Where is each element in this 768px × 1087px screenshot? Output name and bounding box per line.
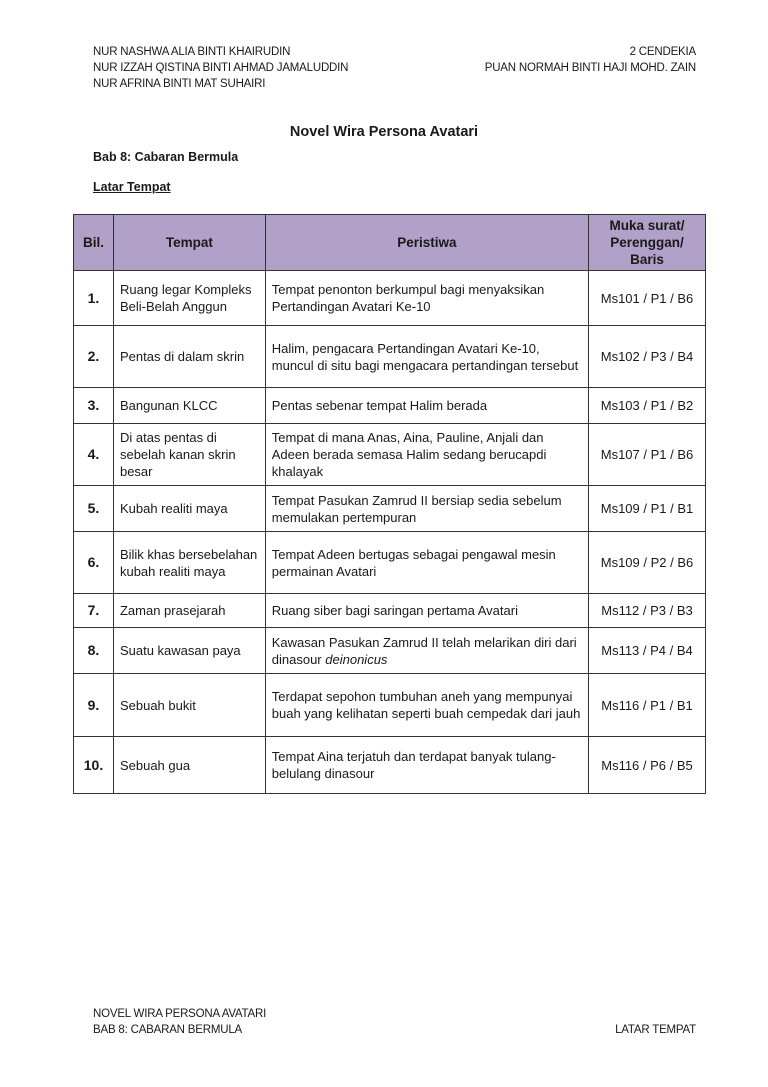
table-header-row [74, 215, 706, 271]
cell-peristiwa: Terdapat sepohon tumbuhan aneh yang mempunyai buah yang kelihatan seperti buah cempedak dari jauh [265, 674, 588, 737]
col-header-tempat: Tempat [113, 215, 265, 271]
cell-peristiwa: Tempat penonton berkumpul bagi menyaksikan Pertandingan Avatari Ke-10 [265, 271, 588, 326]
footer-left [93, 1006, 266, 1038]
header-class-teacher [485, 44, 696, 76]
cell-peristiwa: Tempat Aina terjatuh dan terdapat banyak tulang-belulang dinasour [265, 737, 588, 794]
cell-ref: Ms116 / P1 / B1 [589, 674, 706, 737]
cell-ref: Ms112 / P3 / B3 [589, 594, 706, 628]
student-name: NUR IZZAH QISTINA BINTI AHMAD JAMALUDDIN [93, 62, 349, 74]
cell-ref: Ms109 / P2 / B6 [589, 532, 706, 594]
class-name: 2 CENDEKIA [629, 46, 696, 58]
table-row [74, 486, 706, 532]
col-header-bil: Bil. [74, 215, 114, 271]
table-row [74, 628, 706, 674]
cell-tempat: Pentas di dalam skrin [113, 326, 265, 388]
cell-peristiwa: Halim, pengacara Pertandingan Avatari Ke-10, muncul di situ bagi mengacara pertandingan tersebut [265, 326, 588, 388]
table-row [74, 594, 706, 628]
cell-ref: Ms101 / P1 / B6 [589, 271, 706, 326]
cell-tempat: Bilik khas bersebelahan kubah realiti maya [113, 532, 265, 594]
student-name: NUR NASHWA ALIA BINTI KHAIRUDIN [93, 46, 291, 58]
table-row [74, 271, 706, 326]
cell-tempat: Zaman prasejarah [113, 594, 265, 628]
cell-ref: Ms116 / P6 / B5 [589, 737, 706, 794]
cell-no: 5. [74, 486, 114, 532]
cell-tempat: Di atas pentas di sebelah kanan skrin besar [113, 424, 265, 486]
cell-no: 9. [74, 674, 114, 737]
table-row [74, 674, 706, 737]
cell-tempat: Sebuah bukit [113, 674, 265, 737]
table-row [74, 388, 706, 424]
cell-no: 2. [74, 326, 114, 388]
student-name: NUR AFRINA BINTI MAT SUHAIRI [93, 78, 266, 90]
cell-ref: Ms103 / P1 / B2 [589, 388, 706, 424]
col-header-peristiwa: Peristiwa [265, 215, 588, 271]
chapter-heading: Bab 8: Cabaran Bermula [93, 150, 239, 164]
species-name: deinonicus [325, 651, 388, 667]
cell-ref: Ms107 / P1 / B6 [589, 424, 706, 486]
cell-no: 7. [74, 594, 114, 628]
cell-peristiwa: Tempat di mana Anas, Aina, Pauline, Anjali dan Adeen berada semasa Halim sedang berucapdi khalayak [265, 424, 588, 486]
footer-novel: NOVEL WIRA PERSONA AVATARI [93, 1008, 267, 1020]
table-row [74, 532, 706, 594]
cell-peristiwa: Tempat Pasukan Zamrud II bersiap sedia sebelum memulakan pertempuran [265, 486, 588, 532]
cell-no: 6. [74, 532, 114, 594]
header-students [93, 44, 348, 92]
cell-no: 3. [74, 388, 114, 424]
cell-no: 10. [74, 737, 114, 794]
cell-peristiwa: Pentas sebenar tempat Halim berada [265, 388, 588, 424]
cell-ref: Ms113 / P4 / B4 [589, 628, 706, 674]
cell-tempat: Sebuah gua [113, 737, 265, 794]
cell-tempat: Suatu kawasan paya [113, 628, 265, 674]
section-heading: Latar Tempat [93, 180, 171, 194]
cell-no: 1. [74, 271, 114, 326]
table-row [74, 326, 706, 388]
cell-tempat: Ruang legar Kompleks Beli-Belah Anggun [113, 271, 265, 326]
cell-peristiwa [265, 628, 588, 674]
cell-no: 8. [74, 628, 114, 674]
cell-tempat: Kubah realiti maya [113, 486, 265, 532]
cell-peristiwa: Tempat Adeen bertugas sebagai pengawal mesin permainan Avatari [265, 532, 588, 594]
col-header-muka-surat: Muka surat/ Perenggan/ Baris [589, 215, 706, 271]
cell-ref: Ms102 / P3 / B4 [589, 326, 706, 388]
cell-peristiwa: Ruang siber bagi saringan pertama Avatari [265, 594, 588, 628]
table-row [74, 737, 706, 794]
page-title: Novel Wira Persona Avatari [289, 124, 479, 140]
cell-no: 4. [74, 424, 114, 486]
footer-chapter: BAB 8: CABARAN BERMULA [93, 1024, 242, 1036]
teacher-name: PUAN NORMAH BINTI HAJI MOHD. ZAIN [484, 62, 696, 74]
peristiwa-text: Kawasan Pasukan Zamrud II telah melarikan diri dari dinasour [271, 634, 577, 667]
cell-tempat: Bangunan KLCC [113, 388, 265, 424]
setting-table [73, 214, 706, 794]
cell-ref: Ms109 / P1 / B1 [589, 486, 706, 532]
footer-section: LATAR TEMPAT [615, 1024, 696, 1036]
table-row [74, 424, 706, 486]
